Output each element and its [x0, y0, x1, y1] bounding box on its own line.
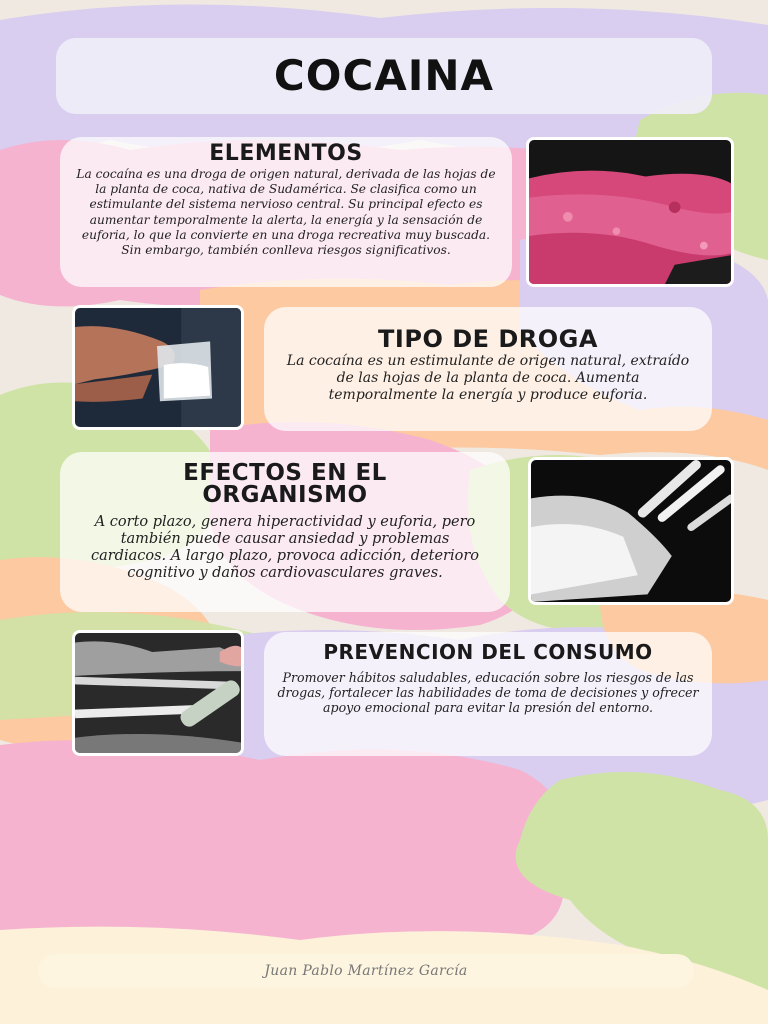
photo-powder-lines: [528, 457, 734, 605]
section-efectos: [60, 452, 510, 612]
section-prevencion: [264, 632, 712, 756]
section-body: La cocaína es un estimulante de origen natural, extraído de las hojas de la planta de coca. Aumenta temporalmente la energía y produce euforia.: [286, 353, 690, 403]
section-heading: ELEMENTOS: [209, 141, 363, 166]
photo-bag-in-hand: [72, 305, 244, 430]
section-heading: TIPO DE DROGA: [378, 325, 598, 353]
photo-rolled-bill: [72, 630, 244, 756]
page-title: COCAINA: [273, 51, 495, 100]
section-body: Promover hábitos saludables, educación sobre los riesgos de las drogas, fortalecer las habilidades de toma de decisiones y ofrecer apoyo emocional para evitar la presión del entorno.: [277, 670, 699, 715]
photo-pink-powder: [526, 137, 734, 287]
section-elementos: [60, 137, 512, 287]
title-panel: [56, 38, 712, 114]
section-body: La cocaína es una droga de origen natural, derivada de las hojas de la planta de coca, nativa de Sudamérica. Se clasifica como un estimulante del sistema nervioso central. Su principal efecto es aumentar temporalmente la alerta, la energía y la sensación de euforia, lo que la convierte en una droga recreativa muy buscada. Sin embargo, también conlleva riesgos significativos.: [76, 167, 496, 258]
section-heading: EFECTOS EN EL ORGANISMO: [183, 460, 387, 508]
author-credit: Juan Pablo Martínez García: [38, 954, 694, 988]
section-body: A corto plazo, genera hiperactividad y euforia, pero también puede causar ansiedad y problemas cardiacos. A largo plazo, provoca adicción, deterioro cognitivo y daños cardiovasculares graves.: [90, 514, 480, 581]
section-tipo-de-droga: [264, 307, 712, 431]
section-heading: PREVENCION DEL CONSUMO: [323, 640, 653, 664]
